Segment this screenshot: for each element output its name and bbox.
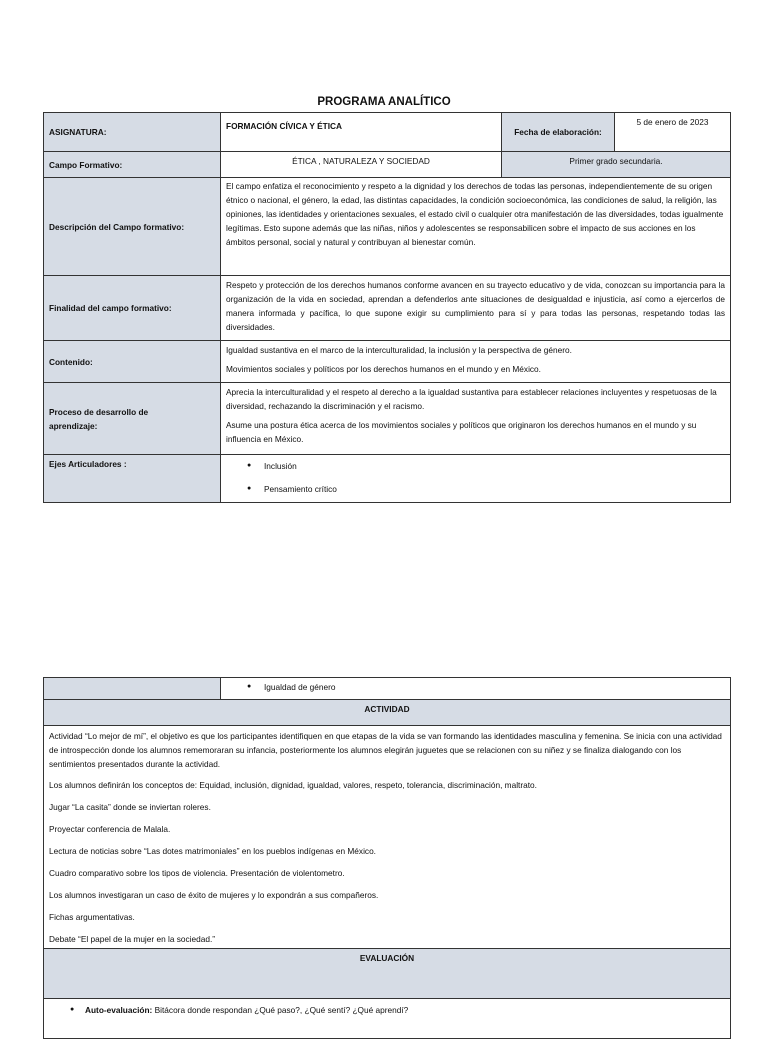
finalidad-text: Respeto y protección de los derechos humanos conforme avancen en su trayecto educativo y de vida, conozcan su importancia para la organización de la vida en sociedad, aprendan a defenderlos ante situaciones de desigualdad e injusticia, así como a ejercerlos de manera informada y pacífica, lo que supone exigir su cumplimiento para sí y para todas las personas, respetando todas las diversidades. xyxy=(221,276,731,341)
actividad-paragraph: Proyectar conferencia de Malala. xyxy=(49,824,171,834)
actividad-paragraph: Los alumnos investigaran un caso de éxito de mujeres y lo expondrán a sus compañeros. xyxy=(49,890,379,900)
contenido-item: Movimientos sociales y políticos por los derechos humanos en el mundo y en México. xyxy=(226,364,541,374)
actividad-paragraph: Jugar “La casita” donde se inviertan roleres. xyxy=(49,802,211,812)
finalidad-row xyxy=(44,276,731,341)
ejes-continued-cell xyxy=(221,678,731,700)
actividad-paragraph: Fichas argumentativas. xyxy=(49,912,135,922)
ejes-item: ● Pensamiento crítico xyxy=(226,482,725,496)
contenido-label: Contenido: xyxy=(44,341,221,383)
page-title: PROGRAMA ANALÍTICO xyxy=(317,96,451,108)
program-table xyxy=(43,112,731,503)
asignatura-label: ASIGNATURA: xyxy=(44,113,221,152)
proceso-item: Aprecia la interculturalidad y el respeto al derecho a la igualdad sustantiva para establecer relaciones incluyentes y respetuosas de la diversidad, rechazando la discriminación y el racismo. xyxy=(226,387,717,411)
ejes-cell xyxy=(221,455,731,503)
ejes-continued-label xyxy=(44,678,221,700)
descripcion-row xyxy=(44,178,731,276)
fecha-label: Fecha de elaboración: xyxy=(502,113,615,152)
auto-evaluacion-label: Auto-evaluación: xyxy=(85,1005,153,1015)
ejes-continued-row xyxy=(44,678,731,700)
asignatura-value: FORMACIÓN CÍVICA Y ÉTICA xyxy=(221,113,502,152)
actividad-paragraph: Los alumnos definirán los conceptos de: Equidad, inclusión, dignidad, igualdad, valores, respeto, tolerancia, discriminación, maltrato. xyxy=(49,780,537,790)
evaluacion-row xyxy=(44,999,731,1039)
contenido-item: Igualdad sustantiva en el marco de la interculturalidad, la inclusión y la perspectiva de género. xyxy=(226,345,572,355)
proceso-label-line1: Proceso de desarrollo de xyxy=(49,406,149,417)
proceso-label-line2: aprendizaje: xyxy=(49,420,98,431)
ejes-row xyxy=(44,455,731,503)
campo-row xyxy=(44,152,731,178)
campo-label: Campo Formativo: xyxy=(44,152,221,178)
program-table-continued xyxy=(43,677,731,1039)
actividad-paragraph: Cuadro comparativo sobre los tipos de violencia. Presentación de violentometro. xyxy=(49,868,345,878)
fecha-value: 5 de enero de 2023 xyxy=(615,113,731,152)
actividad-paragraph: Debate “El papel de la mujer en la sociedad.” xyxy=(49,934,216,944)
evaluacion-heading: EVALUACIÓN xyxy=(44,949,731,999)
descripcion-label: Descripción del Campo formativo: xyxy=(44,178,221,276)
proceso-row xyxy=(44,383,731,455)
actividad-paragraph: Actividad “Lo mejor de mí”, el objetivo es que los participantes identifiquen en que etapas de la vida se van formando las identidades masculina y femenina. Se inicia con una actividad de introspección donde los alumnos rememoraran su infancia, posteriormente los alumnos elegirán juguetes que se relacionen con su niñez y se finaliza dialogando con los sentimientos presentados durante la actividad. xyxy=(49,731,722,769)
actividad-heading: ACTIVIDAD xyxy=(44,700,731,726)
actividad-header-row xyxy=(44,700,731,726)
evaluacion-cell xyxy=(44,999,731,1039)
descripcion-text: El campo enfatiza el reconocimiento y respeto a la dignidad y los derechos de todas las personas, independientemente de su origen étnico o nacional, el género, la edad, las distintas capacidades, la condición socioeconómica, las condiciones de salud, la religión, las opiniones, las identidades y orientaciones sexuales, el estado civil o cualquier otra manifestación de las diversidades, todas igualmente legítimas. Esto supone además que las niñas, niños y adolescentes se responsabilicen sobre el impacto de sus acciones en los ámbitos personal, social y natural y contribuyan al bienestar común. xyxy=(221,178,731,276)
finalidad-label: Finalidad del campo formativo: xyxy=(44,276,221,341)
proceso-item: Asume una postura ética acerca de los movimientos sociales y políticos que originaron los derechos humanos en el mundo y su influencia en México. xyxy=(226,420,697,444)
campo-value: ÉTICA , NATURALEZA Y SOCIEDAD xyxy=(221,152,502,178)
proceso-label xyxy=(44,383,221,455)
contenido-row xyxy=(44,341,731,383)
ejes-item: ● Inclusión xyxy=(226,459,725,473)
asignatura-row xyxy=(44,113,731,152)
contenido-cell xyxy=(221,341,731,383)
actividad-row xyxy=(44,726,731,949)
auto-evaluacion-item xyxy=(49,1003,725,1017)
ejes-label: Ejes Articuladores : xyxy=(44,455,221,503)
proceso-cell xyxy=(221,383,731,455)
actividad-cell xyxy=(44,726,731,949)
auto-evaluacion-text: Bitácora donde respondan ¿Qué paso?, ¿Qué sentí? ¿Qué aprendí? xyxy=(152,1005,409,1015)
actividad-paragraph: Lectura de noticias sobre “Las dotes matrimoniales” en los pueblos indígenas en México. xyxy=(49,846,376,856)
ejes-item: ● Igualdad de género xyxy=(226,680,725,694)
grado-value: Primer grado secundaria. xyxy=(502,152,731,178)
evaluacion-header-row xyxy=(44,949,731,999)
